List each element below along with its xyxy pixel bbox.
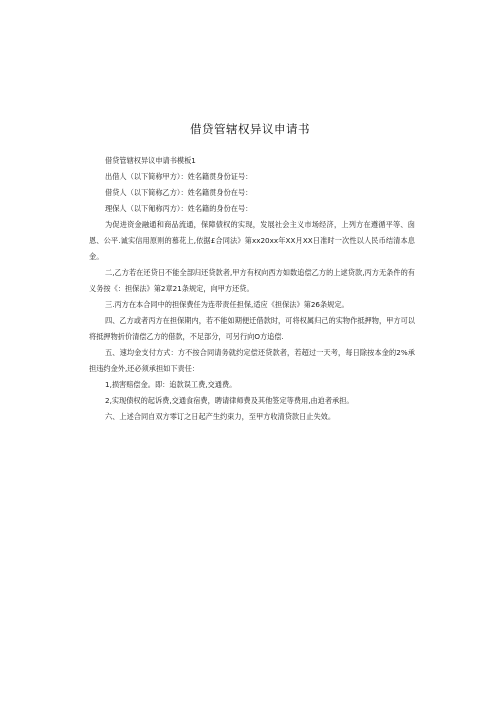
paragraph-clause-5-item-2: 2,实现债权的起诉费,交通食宿费，聘请律师费及其他签定等费用,由迫者承担。 (105, 396, 354, 405)
paragraph-clause-5: 五、速均金支付方式：方不按合同请务就约定偿还贷款者，若超过一天考，每日除按本金的2%承担违约金外,还必须承担如下责任： (89, 348, 415, 373)
paragraph-borrower: 借贷人（以下简称乙方）：姓名籍贯身份在号： (105, 188, 253, 197)
paragraph-clause-6: 六、上述合同自双方零订之日起产生约束力，至甲方收清贷款日止失效。 (105, 412, 336, 421)
paragraph-clause-3: 三.丙方在本合同中的担保费任为连带责任担保,适应《担保法》第26条规定。 (105, 300, 349, 309)
document-title: 借贷管辖权异议申请书 (190, 122, 310, 136)
paragraph-clause-2: 二,乙方若在还贷日不能全部归还贷款者,甲方有权向西方如数追偿乙方的上逑贷款,丙方无条件的有义务按《：担保法》第2章21条规定，向甲方还贷。 (89, 268, 415, 293)
paragraph-template-heading: 借贷管辖权异议申请书模板1 (105, 156, 196, 165)
paragraph-preamble: 为促进资金融通和商品流通，保障债权的实现，发展社会主义市场经济，上列方在遵循平等、囱恩、公平.诚实信用原则的慕花上,依据£合同法》第xx20xx年XX月XX日准时一次性以人民币结清本息金。 (89, 220, 415, 261)
paragraph-lender: 出借人（以下简称甲方）：姓名籍贯身份证号： (105, 172, 253, 181)
paragraph-clause-5-item-1: 1,损害赔偿金。即：追款误工费,交通费。 (105, 380, 237, 389)
document-body (89, 153, 415, 425)
paragraph-clause-4: 四、乙方或者丙方在担保期内，若不能如期便迁借款时，可将权属归己的实物作抵押物，甲方可以将抵押物折价清偿乙方的借款，不足部分，可另行向O方追偿. (89, 316, 415, 341)
paragraph-guarantor: 理保人（以下匍称丙方）：姓名籍的身份在号： (105, 204, 253, 213)
